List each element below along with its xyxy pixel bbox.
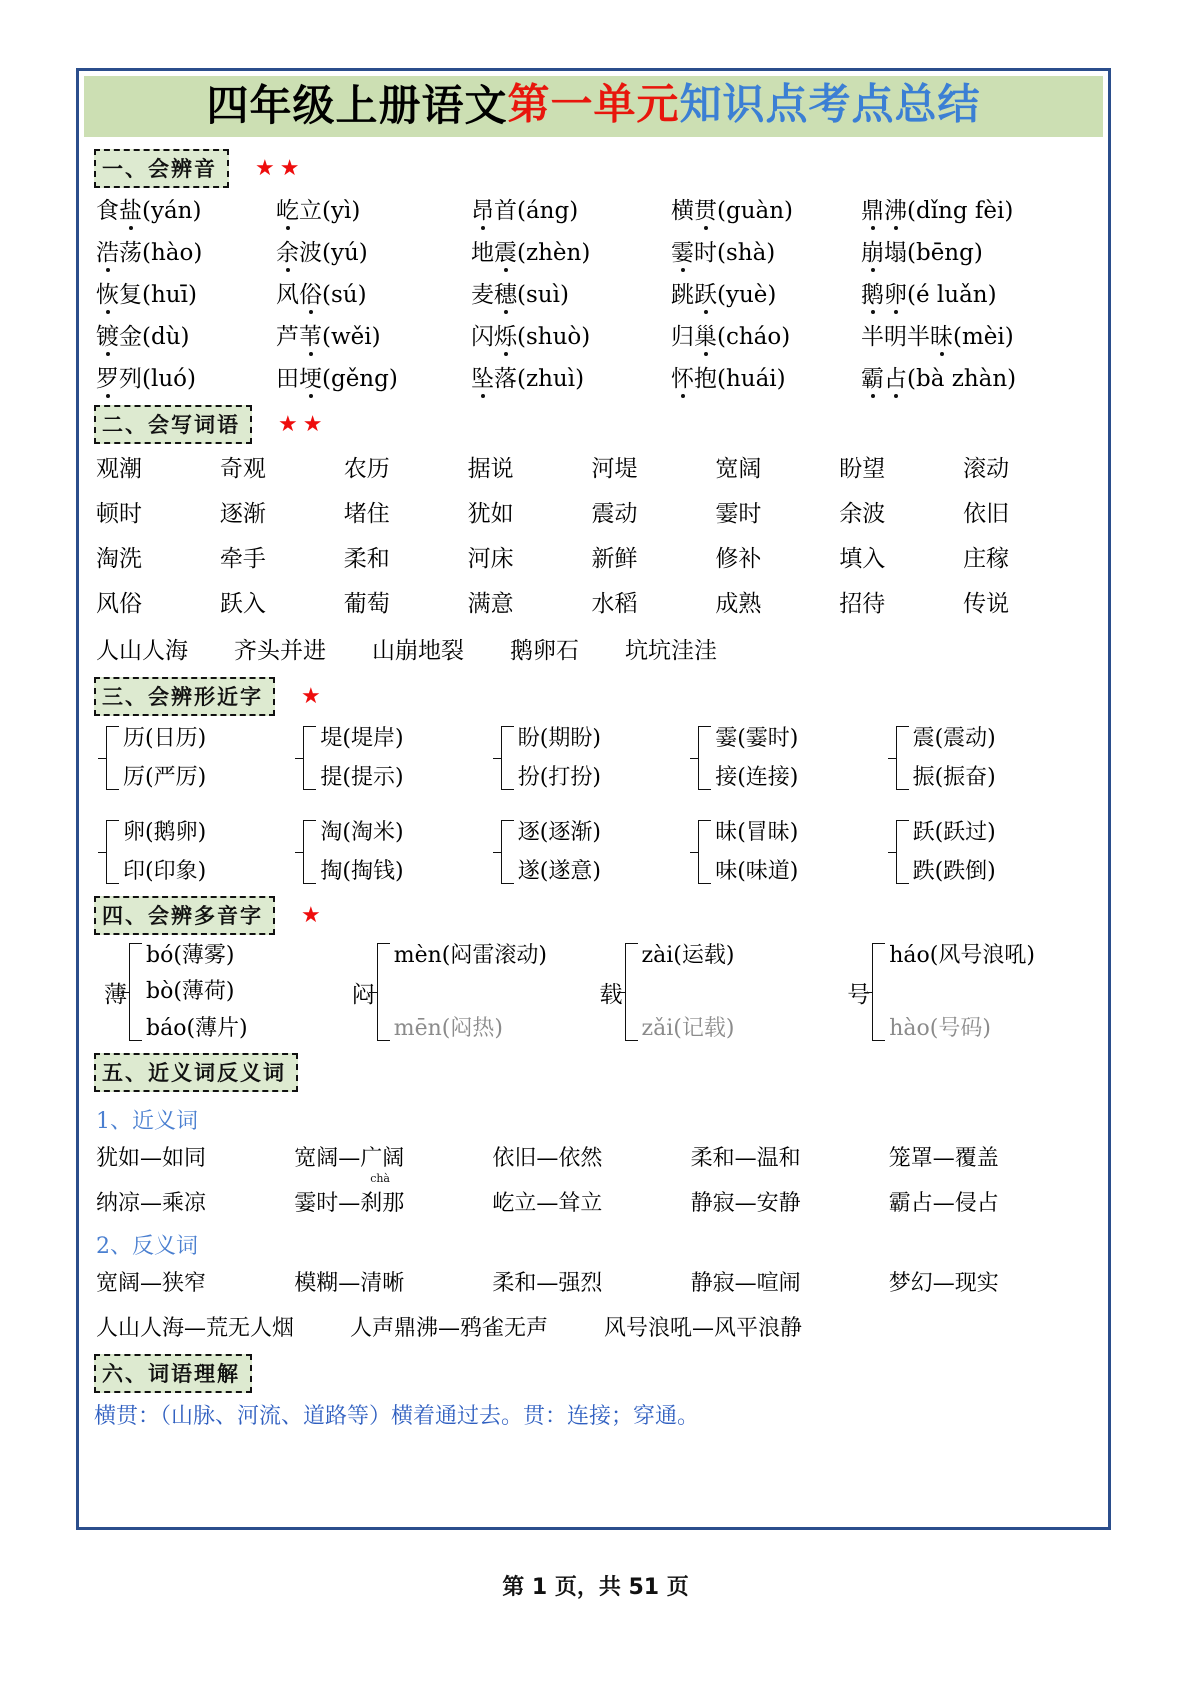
pair-brace (501, 726, 514, 790)
synonym-pair: 柔和—温和 (690, 1146, 801, 1171)
polyphone-entry (352, 943, 600, 1041)
similar-char-pair (501, 726, 698, 790)
section-header-2 (94, 405, 1103, 444)
ruby-annotation: chà (370, 1172, 390, 1185)
pair-bottom: 厉(严厉) (123, 764, 207, 790)
antonym-pair: 模糊—清晰 (294, 1271, 405, 1296)
pair-top: 堤(堤岸) (320, 726, 404, 751)
polyphone-reading (394, 980, 547, 1003)
pair-top: 卵(鹅卵) (123, 820, 207, 845)
vocab-phrase: 鹅卵石 (510, 638, 579, 664)
pinyin-item: 半明半昧(mèi) (861, 318, 1091, 351)
section-5-label: 五、近义词反义词 (94, 1053, 298, 1092)
pinyin-item: 芦苇(wěi) (276, 318, 471, 351)
polyphone-reading (889, 980, 1035, 1003)
antonym-phrase-pair: 人山人海—荒无人烟 (96, 1316, 295, 1341)
section-header-5 (94, 1053, 1103, 1092)
pinyin-item: 麦穗(suì) (471, 276, 671, 309)
vocab-word: 依旧 (963, 501, 1010, 527)
pinyin-item: 霸占(bà zhàn) (861, 360, 1091, 393)
vocab-phrase: 坑坑洼洼 (625, 638, 717, 664)
vocab-word: 跃入 (219, 591, 266, 617)
vocab-word: 农历 (343, 456, 390, 482)
section-6-label: 六、词语理解 (94, 1354, 252, 1393)
polyphone-entry (600, 943, 848, 1041)
vocab-word: 顿时 (96, 501, 142, 527)
page-footer: 第 1 页，共 51 页 (502, 1575, 689, 1600)
page-inner (84, 76, 1103, 1522)
pair-brace (698, 820, 711, 884)
pair-bottom: 味(味道) (715, 858, 799, 884)
vocab-word: 葡萄 (343, 591, 390, 617)
pinyin-item: 浩荡(hào) (96, 234, 276, 267)
pair-brace (896, 820, 909, 884)
vocab-word: 余波 (839, 501, 886, 527)
vocab-word: 霎时 (715, 501, 762, 527)
section-header-4 (94, 896, 1103, 935)
polyphone-reading: zǎi(记载) (641, 1015, 735, 1041)
polyphone-char: 薄 (104, 981, 127, 1008)
title-part-blue: 知识点考点总结 (679, 79, 981, 129)
pair-bottom: 跌(跌倒) (912, 858, 996, 884)
polyphone-reading: báo(薄片) (146, 1015, 248, 1041)
section-3-stars: ★ (301, 683, 326, 709)
pair-top: 历(日历) (123, 726, 207, 751)
vocab-word: 牵手 (219, 546, 266, 572)
title-black-text: 四年级上册语文 (206, 81, 508, 130)
pinyin-item: 余波(yú) (276, 234, 471, 267)
polyphone-brace (377, 943, 390, 1041)
vocab-word: 逐渐 (219, 501, 266, 527)
vocab-word: 风俗 (96, 591, 142, 617)
polyphone-reading: hào(号码) (889, 1015, 991, 1041)
pinyin-grid (96, 192, 1103, 393)
polyphone-brace (872, 943, 885, 1041)
synonym-pair: 纳凉—乘凉 (96, 1191, 207, 1216)
polyphone-char: 闷 (351, 981, 375, 1008)
polyphone-reading: bó(薄雾) (146, 943, 235, 968)
title-part-red: 第一单元 (507, 79, 680, 129)
vocab-word: 修补 (715, 546, 762, 572)
pair-bottom: 印(印象) (123, 858, 207, 884)
similar-char-grid (106, 726, 1093, 884)
pair-top: 逐(逐渐) (517, 820, 601, 845)
antonyms-grid (96, 1266, 1087, 1297)
section-header-1 (94, 149, 1103, 188)
synonym-pair: 静寂—安静 (690, 1191, 801, 1216)
section-4-stars: ★ (301, 902, 326, 928)
synonym-pair: 笼罩—覆盖 (888, 1146, 999, 1171)
polyphone-grid (104, 943, 1095, 1041)
pinyin-item: 罗列(luó) (96, 360, 276, 393)
antonym-pair: 梦幻—现实 (888, 1271, 999, 1296)
page-title (84, 76, 1103, 137)
pair-brace (303, 726, 316, 790)
pair-brace (698, 726, 711, 790)
polyphone-entry (847, 943, 1095, 1041)
section-4-label: 四、会辨多音字 (94, 896, 275, 935)
pinyin-item: 屹立(yì) (276, 192, 471, 225)
pinyin-item: 闪烁(shuò) (471, 318, 671, 351)
vocab-word: 传说 (963, 591, 1010, 617)
antonyms-subheading: 2、反义词 (96, 1234, 198, 1259)
similar-char-pair (106, 726, 303, 790)
pinyin-item: 怀抱(huái) (671, 360, 861, 393)
vocab-word: 堵住 (343, 501, 390, 527)
word-definition: 横贯：（山脉、河流、道路等）横着通过去。贯：连接；穿通。 (94, 1404, 700, 1429)
pinyin-item: 恢复(huī) (96, 276, 276, 309)
antonym-phrase-pair: 人声鼎沸—鸦雀无声 (350, 1316, 549, 1341)
section-3-label: 三、会辨形近字 (94, 677, 275, 716)
synonym-pair: 屹立—耸立 (492, 1191, 603, 1216)
vocab-word: 招待 (839, 591, 886, 617)
polyphone-reading: mēn(闷热) (393, 1015, 503, 1041)
word-grid (96, 450, 1087, 618)
synonyms-grid (96, 1141, 1087, 1217)
polyphone-char: 载 (599, 981, 623, 1008)
pinyin-item: 镀金(dù) (96, 318, 276, 351)
section-header-3 (94, 677, 1103, 716)
pair-bottom: 遂(遂意) (517, 858, 601, 884)
synonyms-subheading: 1、近义词 (96, 1109, 198, 1134)
polyphone-reading (642, 980, 735, 1003)
section-2-stars: ★★ (278, 411, 328, 437)
vocab-word: 新鲜 (591, 546, 638, 572)
title-part-black (206, 78, 508, 130)
pinyin-item: 风俗(sú) (276, 276, 471, 309)
vocab-word: 成熟 (715, 591, 762, 617)
vocab-phrase: 山崩地裂 (372, 638, 464, 664)
pinyin-item: 崩塌(bēng) (861, 234, 1091, 267)
pair-bottom: 掏(掏钱) (320, 858, 404, 884)
vocab-word: 犹如 (467, 501, 514, 527)
vocab-phrase: 人山人海 (96, 638, 188, 664)
similar-char-pair (698, 820, 895, 884)
phrase-row (96, 632, 1103, 665)
vocab-word: 宽阔 (715, 456, 762, 482)
pair-top: 淘(淘米) (320, 820, 404, 845)
synonym-pair: chà 霎时—刹那 (294, 1172, 405, 1216)
vocab-word: 河堤 (591, 456, 638, 482)
polyphone-char: 号 (847, 981, 871, 1008)
pinyin-item: 坠落(zhuì) (471, 360, 671, 393)
similar-char-pair (303, 820, 500, 884)
similar-char-pair (698, 726, 895, 790)
polyphone-reading: háo(风号浪吼) (889, 943, 1035, 968)
antonym-pair: 柔和—强烈 (492, 1271, 603, 1296)
pair-brace (106, 726, 119, 790)
pair-bottom: 提(提示) (320, 764, 404, 790)
section-1-label: 一、会辨音 (94, 149, 229, 188)
pair-brace (106, 820, 119, 884)
vocab-word: 淘洗 (96, 546, 142, 572)
vocab-word: 震动 (591, 501, 638, 527)
vocab-phrase: 齐头并进 (234, 638, 326, 664)
vocab-word: 观潮 (96, 456, 142, 482)
polyphone-brace (625, 943, 638, 1041)
synonym-pair: 犹如—如同 (96, 1146, 207, 1171)
pinyin-item: 田埂(gěng) (276, 360, 471, 393)
vocab-word: 奇观 (219, 456, 266, 482)
vocab-word: 柔和 (343, 546, 390, 572)
pair-brace (896, 726, 909, 790)
synonym-pair: 宽阔—广阔 (294, 1146, 405, 1171)
pair-bottom: 扮(打扮) (517, 764, 601, 790)
pair-top: 跃(跃过) (912, 820, 996, 845)
pinyin-item: 霎时(shà) (671, 234, 861, 267)
document-page (76, 68, 1111, 1530)
vocab-word: 据说 (467, 456, 514, 482)
synonym-pair: 霸占—侵占 (888, 1191, 999, 1216)
similar-char-pair (896, 820, 1093, 884)
section-2-label: 二、会写词语 (94, 405, 252, 444)
pinyin-item: 地震(zhèn) (471, 234, 671, 267)
pair-top: 震(震动) (912, 726, 996, 751)
antonym-pair: 静寂—喧闹 (690, 1271, 801, 1296)
pair-top: 昧(冒昧) (715, 820, 799, 845)
pair-top: 霎(霎时) (715, 726, 799, 751)
vocab-word: 河床 (467, 546, 514, 572)
polyphone-reading: zài(运载) (641, 943, 735, 968)
similar-char-pair (501, 820, 698, 884)
pair-brace (501, 820, 514, 884)
section-1-stars: ★★ (255, 155, 305, 181)
synonym-pair: 依旧—依然 (492, 1146, 603, 1171)
vocab-word: 满意 (467, 591, 514, 617)
pair-top: 盼(期盼) (517, 726, 601, 751)
similar-char-pair (106, 820, 303, 884)
pair-brace (303, 820, 316, 884)
antonym-phrase-pair: 风号浪吼—风平浪静 (604, 1316, 803, 1341)
vocab-word: 庄稼 (963, 546, 1010, 572)
vocab-word: 填入 (839, 546, 886, 572)
pinyin-item: 归巢(cháo) (671, 318, 861, 351)
pinyin-item: 昂首(áng) (471, 192, 671, 225)
vocab-word: 盼望 (839, 456, 886, 482)
polyphone-reading: mèn(闷雷滚动) (393, 943, 547, 968)
pinyin-item: 鹅卵(é luǎn) (861, 276, 1091, 309)
similar-char-pair (896, 726, 1093, 790)
polyphone-brace (129, 943, 142, 1041)
pinyin-item: 跳跃(yuè) (671, 276, 861, 309)
pinyin-item: 食盐(yán) (96, 192, 276, 225)
pair-bottom: 振(振奋) (912, 764, 996, 790)
antonyms-long-row (96, 1311, 1103, 1342)
vocab-word: 滚动 (963, 456, 1010, 482)
pair-bottom: 接(连接) (715, 764, 799, 790)
pinyin-item: 鼎沸(dǐng fèi) (861, 192, 1091, 225)
polyphone-reading: bò(薄荷) (146, 979, 235, 1005)
polyphone-entry (104, 943, 352, 1041)
pinyin-item: 横贯(guàn) (671, 192, 861, 225)
similar-char-pair (303, 726, 500, 790)
section-header-6 (94, 1354, 1103, 1393)
antonym-pair: 宽阔—狭窄 (96, 1271, 207, 1296)
vocab-word: 水稻 (591, 591, 638, 617)
